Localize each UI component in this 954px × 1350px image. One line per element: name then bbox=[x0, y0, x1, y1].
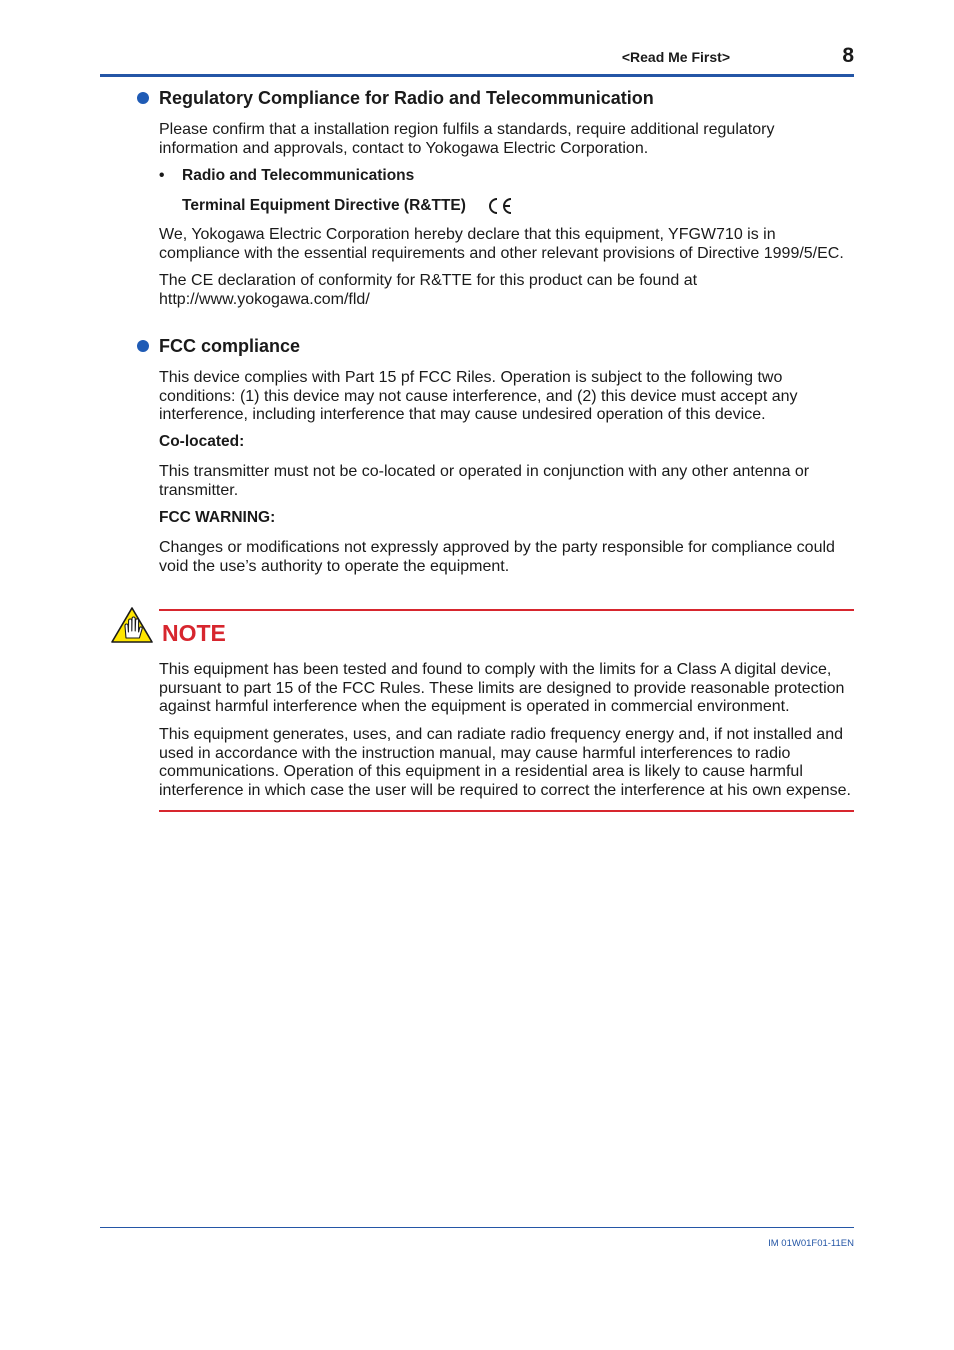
note-bottom-rule bbox=[159, 810, 854, 812]
section-title-regulatory: Regulatory Compliance for Radio and Telecommunication bbox=[159, 88, 654, 108]
hand-caution-icon bbox=[110, 606, 154, 644]
radio-telecom-label: Radio and Telecommunications bbox=[182, 167, 415, 184]
note-paragraph-1: This equipment has been tested and found to comply with the limits for a Class A digital device, pursuant to part 15 of the FCC Rules. These limits are designed to provide reasonable protection against harmful interference when the equipment is operated in commercial environment. bbox=[159, 661, 845, 715]
header-rule bbox=[100, 74, 854, 77]
note-title: NOTE bbox=[162, 620, 226, 646]
rtte-directive-label: Terminal Equipment Directive (R&TTE) bbox=[182, 197, 466, 214]
fcc-warning-label: FCC WARNING: bbox=[159, 509, 276, 526]
footer-rule bbox=[100, 1227, 854, 1228]
fcc-body-text: This device complies with Part 15 pf FCC Riles. Operation is subject to the following two conditions: (1) this device may not cause interference, and (2) this device must accept any interference, including interference that may cause undesired operation of this device. bbox=[159, 369, 798, 423]
colocated-text: This transmitter must not be co-located or operated in conjunction with any other antenna or transmitter. bbox=[159, 463, 810, 499]
section-bullet-icon bbox=[137, 340, 149, 352]
note-paragraph-2: This equipment generates, uses, and can radiate radio frequency energy and, if not installed and used in accordance with the instruction manual, may cause harmful interferences to radio communications. Operation of this equipment in a residential area is likely to cause harmful interference in which case the user will be required to correct the interference at his own expense. bbox=[159, 726, 851, 799]
fcc-warning-text: Changes or modifications not expressly approved by the party responsible for compliance could void the use’s authority to operate the equipment. bbox=[159, 539, 835, 575]
running-header: <Read Me First> bbox=[621, 49, 730, 65]
section-title-fcc: FCC compliance bbox=[159, 336, 301, 356]
declaration-text: We, Yokogawa Electric Corporation hereby declare that this equipment, YFGW710 is in compliance with the essential requirements and other relevant provisions of Directive 1999/5/EC. bbox=[159, 226, 844, 262]
note-top-rule bbox=[159, 609, 854, 611]
page-number: 8 bbox=[842, 44, 854, 67]
section-bullet-icon bbox=[137, 92, 149, 104]
ce-mark-icon bbox=[487, 196, 515, 216]
ce-statement-text: The CE declaration of conformity for R&TTE for this product can be found at http://www.yokogawa.com/fld/ bbox=[159, 272, 698, 308]
list-bullet: • bbox=[159, 167, 165, 184]
regulatory-intro: Please confirm that a installation region fulfils a standards, require additional regulatory information and approvals, contact to Yokogawa Electric Corporation. bbox=[159, 121, 775, 157]
document-id: IM 01W01F01-11EN bbox=[768, 1238, 854, 1249]
colocated-label: Co-located: bbox=[159, 433, 245, 450]
